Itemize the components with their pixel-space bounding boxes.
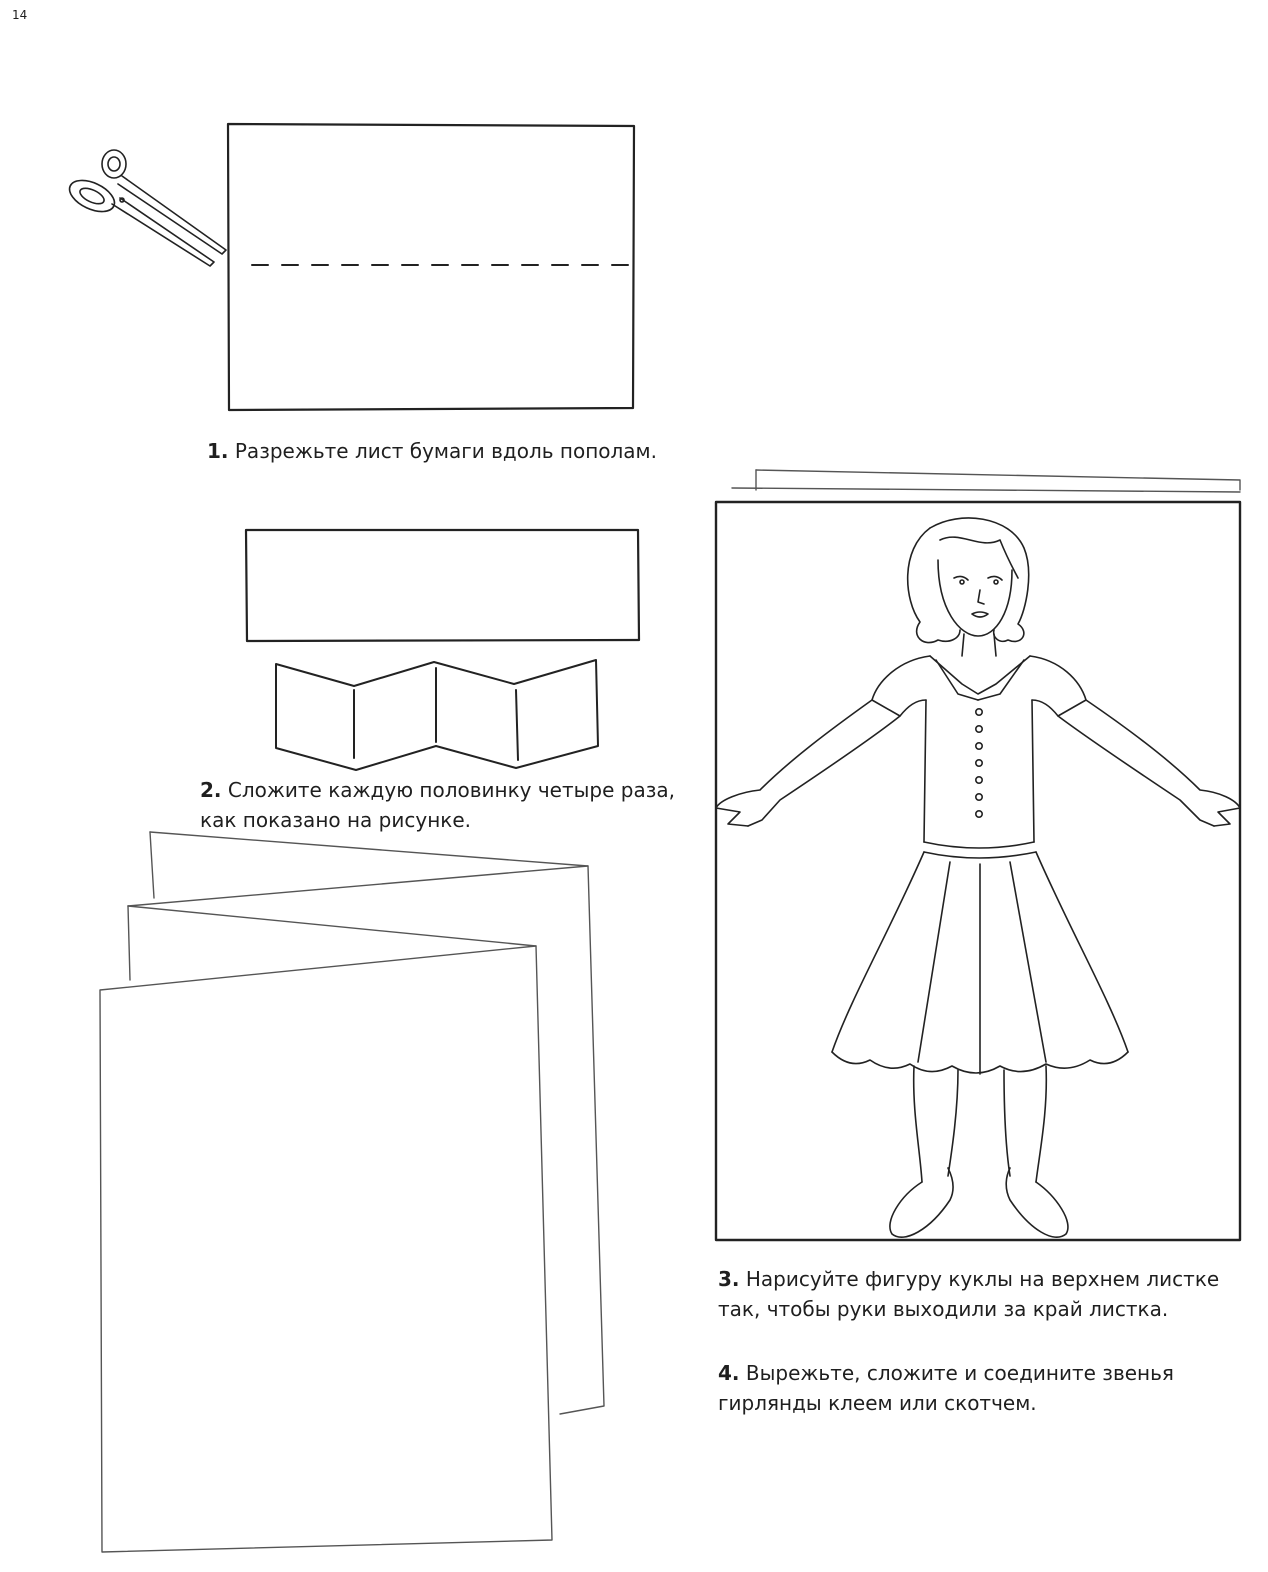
step-4-text: Вырежьте, сложите и соедините звенья — [745, 1361, 1174, 1385]
paper-strip-illustration — [246, 530, 639, 641]
step-4-caption — [718, 1358, 1258, 1418]
folded-strip-illustration — [276, 660, 598, 770]
doll-figure — [716, 518, 1240, 1237]
step-3-number: 3. — [718, 1267, 740, 1291]
folded-sheets-illustration — [100, 832, 604, 1552]
step-4-number: 4. — [718, 1361, 740, 1385]
paper-sheet-cut-illustration — [65, 124, 634, 410]
doll-sheet-illustration — [716, 470, 1240, 1240]
scissors-icon — [65, 150, 226, 266]
step-1-text: Разрежьте лист бумаги вдоль пополам. — [234, 439, 657, 463]
step-4-text-line2: гирлянды клеем или скотчем. — [718, 1391, 1037, 1415]
step-1-caption — [207, 436, 657, 466]
step-3-text: Нарисуйте фигуру куклы на верхнем листке — [745, 1267, 1220, 1291]
step-3-text-line2: так, чтобы руки выходили за край листка. — [718, 1297, 1169, 1321]
step-2-text: Сложите каждую половинку четыре раза, — [227, 778, 675, 802]
step-2-number: 2. — [200, 778, 222, 802]
step-2-caption — [200, 775, 700, 835]
page-number: 14 — [12, 8, 28, 22]
step-2-text-line2: как показано на рисунке. — [200, 808, 472, 832]
step-1-number: 1. — [207, 439, 229, 463]
step-3-caption — [718, 1264, 1258, 1324]
